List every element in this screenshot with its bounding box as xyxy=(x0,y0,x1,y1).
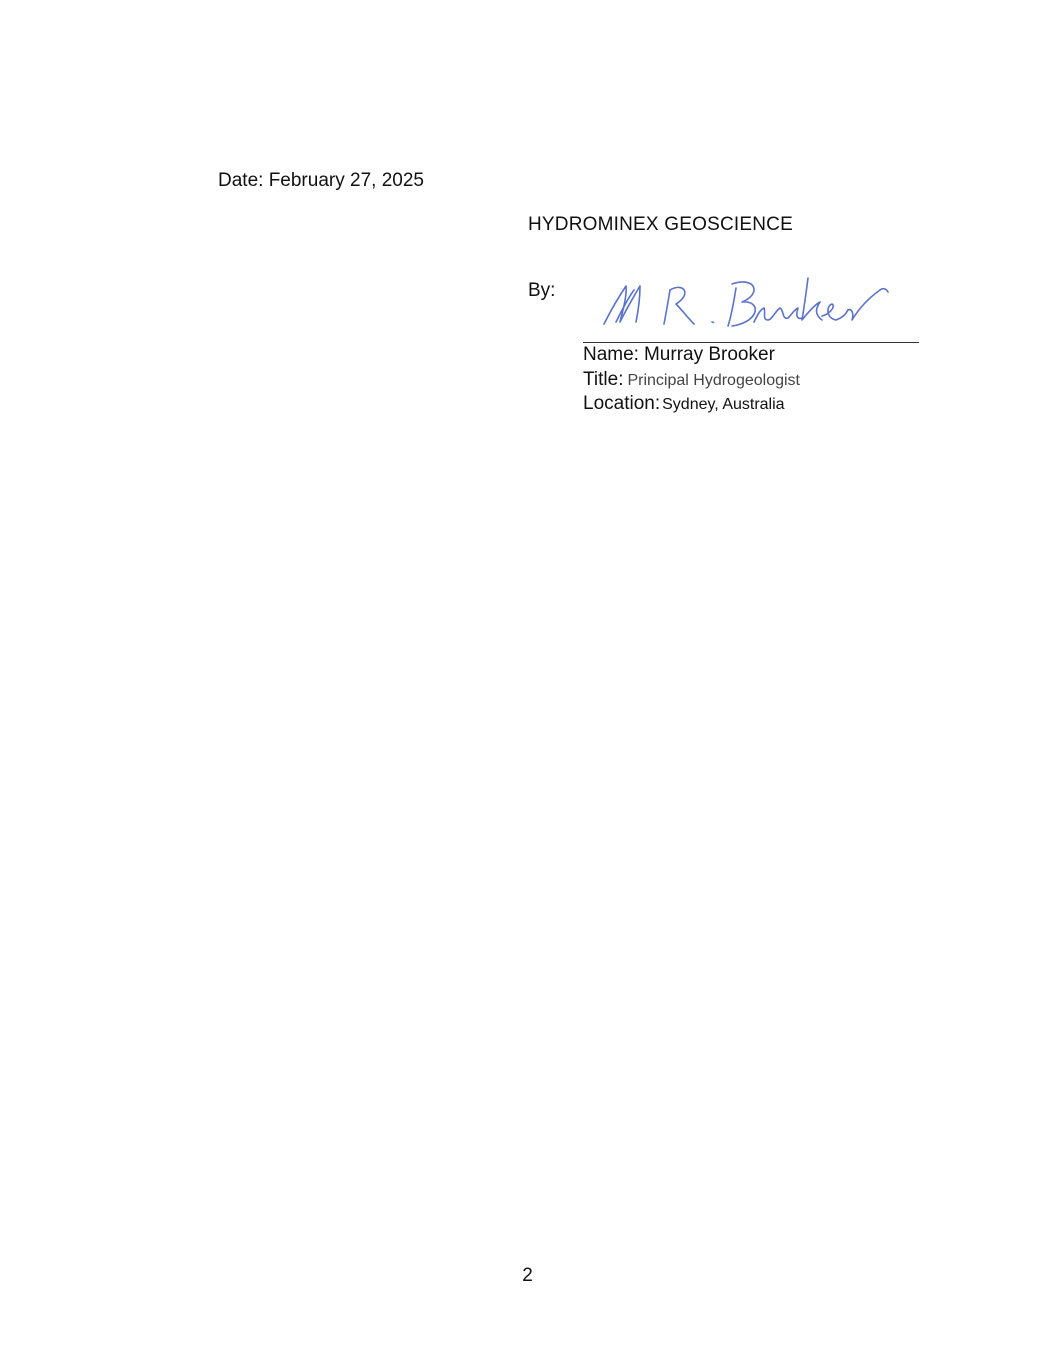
by-label: By: xyxy=(528,280,556,301)
title-label: Title: xyxy=(583,369,624,390)
title-value: Principal Hydrogeologist xyxy=(627,372,800,389)
page-number: 2 xyxy=(522,1265,533,1286)
name-label: Name: xyxy=(583,344,639,365)
title-row xyxy=(583,369,800,391)
signature-line xyxy=(583,342,919,343)
date-line: Date: February 27, 2025 xyxy=(218,170,424,191)
name-row xyxy=(583,344,775,366)
location-value: Sydney, Australia xyxy=(662,396,785,413)
location-row xyxy=(583,393,785,415)
location-label: Location: xyxy=(583,393,661,414)
name-value: Murray Brooker xyxy=(643,344,775,365)
company-name: HYDROMINEX GEOSCIENCE xyxy=(528,214,793,235)
handwritten-signature xyxy=(596,270,896,336)
